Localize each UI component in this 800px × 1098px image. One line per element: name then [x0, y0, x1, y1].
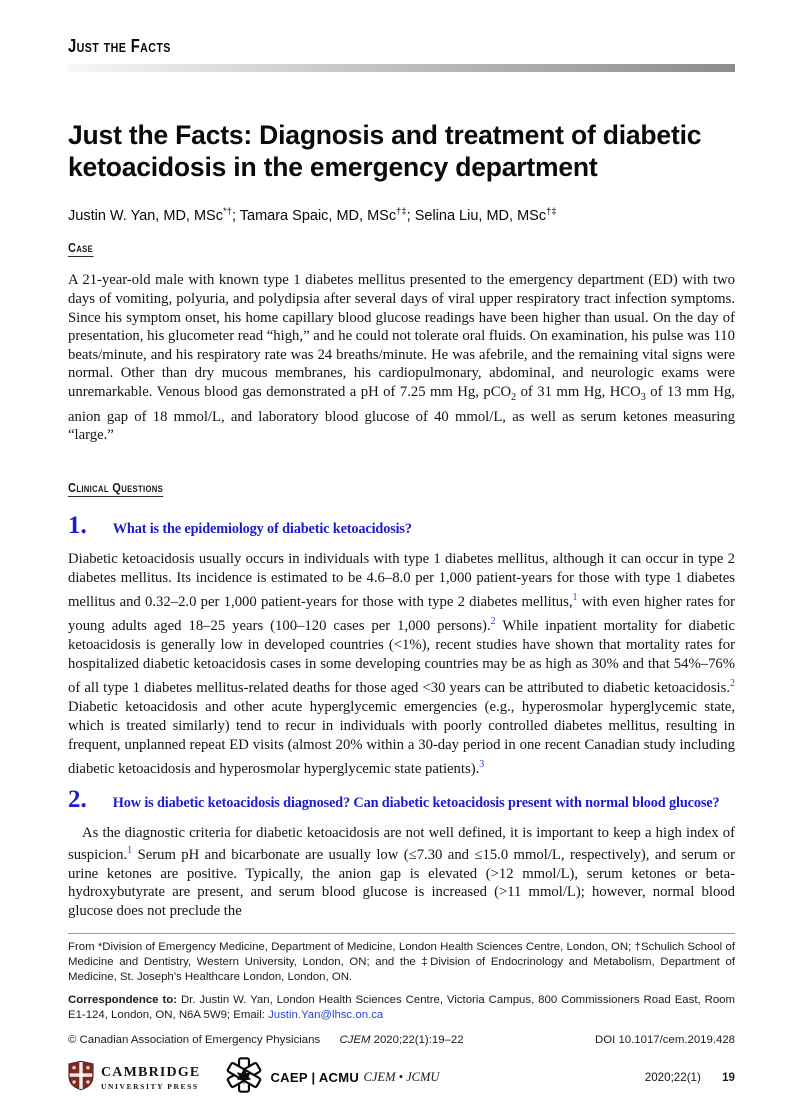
answer-1-paragraph: Diabetic ketoacidosis usually occurs in individuals with type 1 diabetes mellitus, although it can occur in type 2 diabetes mellitus. Its incidence is estimated to be 4.6–8.0 per 1,000 patient-years for those with type 1 diabetes mellitus and 0.32–2.0 per 1,000 patient-years for those with type 2 diabetes mellitus,$^1$ with even higher rates for young adults aged 18–25 years (100–120 cases per 1,000 persons).$^2$ While inpatient mortality for diabetic ketoacidosis is generally low in developed countries (<1%), recent studies have shown that mortality rates for hospitalized diabetic ketoacidosis cases in some developing countries may be as high as 30% and that 54%–76% of all type 1 diabetes mellitus-related deaths for those aged <30 years can be attributed to diabetic ketoacidosis.$^2$ Diabetic ketoacidosis and other acute hyperglycemic emergencies (e.g., hyperosmolar hyperglycemic state, which is treated similarly) tend to recur in individuals with poorly controlled diabetes mellitus, resulting in frequent, unplanned repeat ED visits (almost 20% within a 30-day period in one recent Canadian study including diabetic ketoacidosis and hyperosmolar hyperglycemic state patients).$^3$ — [68, 550, 735, 778]
cambridge-university-press-logo — [68, 1060, 200, 1096]
answer-2-paragraph: As the diagnostic criteria for diabetic ketoacidosis are not well defined, it is important to keep a high index of suspicion.$^1$ Serum pH and bicarbonate are usually low (≤7.30 and ≤15.0 mmol/L, respectively), and serum or urine ketones are positive. Typically, the anion gap is elevated (>12 mmol/L), serum ketones or beta-hydroxybutyrate are present, and serum blood glucose is increased (>11 mmol/L); however, normal blood glucose does not preclude the — [68, 824, 735, 919]
author-line: Justin W. Yan, MD, MSc*†; Tamara Spaic, MD, MSc†‡; Selina Liu, MD, MSc†‡ — [68, 205, 557, 224]
citation-text: CJEM 2020;22(1):19–22 — [339, 1034, 464, 1047]
question-1-number: 1. — [68, 511, 87, 539]
header-gradient-rule — [68, 64, 735, 72]
cambridge-logo-line2: UNIVERSITY PRESS — [101, 1081, 199, 1091]
publisher-logos — [68, 1057, 364, 1098]
clinical-questions-heading: Clinical Questions — [68, 479, 164, 495]
cambridge-logo-line1: CAMBRIDGE — [101, 1064, 201, 1080]
footer-logo-row — [68, 1057, 735, 1098]
doi-text: DOI 10.1017/cem.2019.428 — [595, 1034, 735, 1047]
email-link[interactable]: Justin.Yan@lhsc.on.ca — [268, 1008, 384, 1021]
issue-and-page — [439, 1071, 735, 1084]
reference-citation-link[interactable]: 3 — [479, 759, 485, 771]
question-2 — [68, 787, 735, 812]
reference-citation-link[interactable]: 1 — [127, 845, 133, 857]
question-1 — [68, 513, 735, 538]
publication-row — [68, 1034, 735, 1046]
question-2-number: 2. — [68, 786, 87, 814]
issue-text: 2020;22(1) — [644, 1071, 701, 1085]
chemical-subscript: 3 — [640, 391, 646, 403]
bold-label: Correspondence to: — [68, 994, 177, 1007]
affiliations-footnote: From *Division of Emergency Medicine, Department of Medicine, London Health Sciences Centre, London, ON; †Schulich School of Medicine and Dentistry, Western University, London, ON; and the ‡Division of Endocrinology and Metabolism, Department of Medicine, St. Joseph’s Healthcare London, London, ON. — [68, 941, 735, 983]
correspondence-footnote: Correspondence to: Dr. Justin W. Yan, London Health Sciences Centre, Victoria Campus, 800 Commissioners Road East, Room E1-124, London, ON, N6A 5W9; Email: Justin.Yan@lhsc.on.ca — [68, 994, 735, 1021]
question-1-text: What is the epidemiology of diabetic ketoacidosis? — [112, 520, 412, 537]
chemical-subscript: 2 — [511, 391, 517, 403]
journal-footer-title: CJEM • JCMU — [363, 1070, 440, 1085]
case-section — [68, 239, 735, 257]
question-2-text: How is diabetic ketoacidosis diagnosed? Can diabetic ketoacidosis present with normal blood glucose? — [112, 795, 720, 812]
running-head — [68, 36, 735, 57]
author-affiliation-marker: †‡ — [546, 205, 557, 217]
clinical-questions-section — [68, 479, 735, 497]
copyright-text: © Canadian Association of Emergency Physicians — [68, 1034, 321, 1047]
case-heading: Case — [68, 240, 94, 256]
footnote-rule — [68, 933, 735, 934]
italic-text: CJEM — [339, 1034, 371, 1047]
author-affiliation-marker: †‡ — [396, 205, 407, 217]
caep-asterisk-icon — [226, 1057, 262, 1098]
article-title: Just the Facts: Diagnosis and treatment of diabetic ketoacidosis in the emergency department — [68, 120, 702, 182]
reference-citation-link[interactable]: 2 — [730, 678, 735, 690]
reference-citation-link[interactable]: 2 — [490, 616, 496, 628]
caep-logo — [226, 1057, 359, 1098]
cambridge-shield-icon — [68, 1060, 94, 1096]
caep-logo-label: CAEP | ACMU — [270, 1070, 360, 1086]
author-affiliation-marker: *† — [222, 205, 232, 217]
cambridge-logo-text — [101, 1065, 200, 1091]
reference-citation-link[interactable]: 1 — [572, 592, 578, 604]
case-paragraph: A 21-year-old male with known type 1 diabetes mellitus presented to the emergency department (ED) with two days of vomiting, polyuria, and polydipsia after several days of viral upper respiratory tract infection symptoms. Since his symptom onset, his home capillary blood glucose readings have been higher than usual. On the day of presentation, his glucometer read “high,” and he could not tolerate oral fluids. On examination, his pulse was 110 beats/minute, and his respiratory rate was 24 breaths/minute. He was afebrile, and the remaining vital signs were normal. Other than dry mucous membranes, his cardiopulmonary, abdominal, and neurologic exams were unremarkable. Venous blood gas demonstrated a pH of 7.25 mm Hg, pCO$_2$ of 31 mm Hg, $HCO_3$ of 13 mm Hg, anion gap of 18 mmol/L, and laboratory blood glucose of 40 mmol/L, as well as serum ketones measuring “large.” — [68, 272, 735, 444]
running-head-label: Just the Facts — [68, 36, 171, 56]
page-number: 19 — [722, 1071, 735, 1085]
